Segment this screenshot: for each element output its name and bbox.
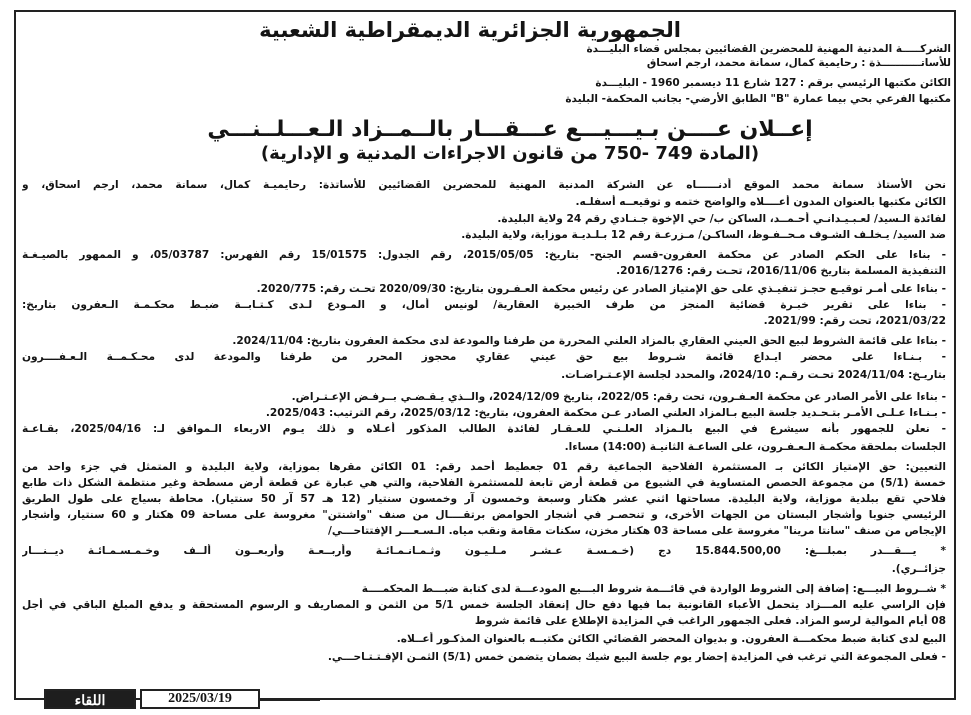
footer-label: اللقاء [44,689,136,709]
body-line: - بناءا على الحكم الصادر عن محكمة العفرون-قسم الجنح- بتاريخ: 2015/05/05، رقم الجدول: 15/01575 رقم الفهرس: 05/03787، و الممهور بالصيـغـة [22,249,946,261]
body-line: 08 أيام الموالية لرسو المزاد. فعلى الجمهور الراغب في المزايدة الإطلاع على قائمة شروط [474,615,946,627]
body-line: ضد السيد/ يـخلـف الشـوف مـحــفـوظ، الساكـن/ مـزرعـة رقم 12 بـلـديـة موزاية، ولاية البليدة. [461,229,946,241]
body-line: خمسة (5/1) من مجموعة الحصص المتساوية في الشيوع من قطعة أرض تابعة للمستثمرة الفلاحية، والتي هي عبارة عن قطعة أرض مسطحة وغير منتظمة الشكل ذات طابع [22,477,946,489]
body-line: 2021/03/22، تحت رقم: 2021/99. [763,315,946,327]
body-line: - بـنـاءا على محضر ايـداع قائمة شـروط بيع حق عيني عقاري محجوز المحرر من طرفنا والمودعة لدى محـكـمــة الـعـفــــرون [22,351,946,363]
body-line: - نعلن للجمهور بأنه سيشرع في البيع بالـمزاد العلـنـي للعـقـار لفائدة الطالب المذكور أعـلاه و ذلك يـوم الاربعاء الـموافق لـ: 2025/04/16، بقـاعـة [22,423,946,435]
body-line: فلاحي تقع ببلدية موزاية، ولاية البليدة. مساحتها اثني عشر هكتار وسبعة وخمسون آر وخمسون سنتيار (12 هـ 57 آر 50 سنتيار). محاطة بسياج على طول الطريق [22,493,946,505]
body-line: البيع لدى كتابة ضبط محكمـــة العفرون. و بديوان المحضر القضائي الكائن مكتبــه بالعنوان المذكـور أعــلاه. [396,633,946,645]
body-line: نحن الأستاذ سمانة محمد الموقع أدنــــــاه عن الشركة المدنية المهنية للمحضرين القضائيين للأساتذة: رحايميـة كمال، سمانة محمد، ارجم اسحاق، و [22,179,946,191]
notice-title: إعــلان عــــن بـيـــيـــع عـــقـــار بالــمــزاد الـعـــلــنـــي [207,118,813,142]
body-line: - بناءا على تقرير خبـرة قضائية المنجز من طرف الخبيرة العقارية/ لونيس أمال، و المـودع لـدى كـتـابــة ضبـط محكـمـة الـعفرون بتاريخ: [22,299,946,311]
header-line-company: الشركـــــة المدنية المهنية للمحضرين القضائيين بمجلس قضاء البليـــدة [586,43,951,55]
body-line: لفائدة الـسيد/ لعـبـيـدانـي أحـمــد، الساكن ب/ حي الإخوة جـنـادي رقم 24 ولاية البليدة. [497,213,946,225]
body-line: الرئيسي جنوبا وأشجار البستان من الجهات الأخرى، و تنحصـر في أشجار الحوامض برتقــــال من صنف "واشنتن" مغروسة على مساحة 09 هكتار و 60 سنتيار، وأشجار [22,509,946,521]
body-line: الكائن مكتبها بالعنوان المدون أعــــلاه والواضح ختمه و توقيعــه أسفلـه. [575,196,946,208]
header-title: الجمهورية الجزائرية الديمقراطية الشعبية [259,18,681,42]
body-line: جزائــري). [891,563,946,575]
body-line: بتاريـخ: 2024/11/04 تحـت رقـم: 2024/10، والمحدد لجلسة الإعـتـراضـات. [561,369,946,381]
body-line: التنفيذية المسلمة بتاريخ 2016/11/06، تحـت رقم: 2016/1276. [616,265,946,277]
header-line-main-office: الكائن مكتبها الرئيسي برقم : 127 شارع 11 ديسمبر 1960 - البليـــدة [595,77,951,89]
body-line: - بناءا على قائمة الشروط لبيع الحق العيني العقاري بالمزاد العلني المحررة من طرفنا والمودعة لدى محكمة العفرون بتاريخ: 2024/11/04. [232,335,946,347]
footer-date: 2025/03/19 [140,689,260,709]
body-line: الإيجاص من صنف "سانتا مرينا" مغروسة على مساحة 03 هكتار مخزن، سكنات مقامة ونقب مياه. الـسـعـــر الإفتتاحـــي/ [328,525,946,537]
header-line-bailiffs: للأساتـــــــــــذة : رحايمية كمال، سمانة محمد، ارجم اسحاق [646,57,951,69]
body-line: * شــروط البيـــع: إضافة إلى الشروط الواردة في قائـــمة شروط البـــيع المودعـــة لدى كتابة ضبـــط المحكمــــة [361,583,946,595]
body-line: - بناءا على الأمر الصادر عن محكمة العـفـرون، تحت رقم: 2022/05، بتاريخ 2024/12/09، والــذي يـقـضـي بــرفـض الإعـتـراض. [291,391,946,403]
body-line: التعيين: حق الإمتياز الكائن بـ المستثمرة الفلاحية الجماعية رقم 01 جعطيط أحمد رقم: 01 الكائن مقرها بموزاية، ولاية البليدة و المتمثل في جزء واحد من [22,461,946,473]
body-line: فإن الراسي عليه المـــزاد يتحمل الأعباء القانونية بما فيها دفع حال إنعقاد الجلسة خمس 5/1 من الثمن و المصاريف و الرسوم المستحقة و يدفع المبلغ الباقي في أجل [22,599,946,611]
body-line: - فعلى المجموعة التي ترغب في المزايدة إحضار يوم جلسة البيع شيك بضمان يتضمن خمس (5/1) الثمـن الإفـتـتـاحـــي. [327,651,946,663]
body-line: - بـنـاءا عـلـى الأمـر بتـحـديد جلسة البيع بـالمزاد العلني الصادر عـن محكمة العفرون، بتاريخ: 2025/03/12، رقم الترتيب: 2025/043. [265,407,946,419]
notice-subtitle: (المادة 749 -750 من قانون الاجراءات المدنية و الإدارية) [260,143,760,164]
body-line: * يـــقـــدر بمبلـــغ: 15.844.500,00 دج (خـمـسـة عـشـر مـلـيـون وثـمـانـمـائـة وأربــعـة وأربعــون ألــف وخـمـسـمـائـة ديــنـــار [22,545,946,557]
body-line: - بناءا على أمـر توقيـع حجـز تنفيـذي على حق الإمتياز الصادر عن رئيس محكمة العـفـرون بتاريخ: 2020/09/30 تحـت رقم: 2020/775. [256,283,946,295]
header-line-branch-office: مكتبها الفرعي بحي بيما عمارة "B" الطابق الأرضي- بجانب المحكمة- البليدة [565,93,951,105]
footer-divider [260,698,320,701]
body-line: الجلسات بملحقة محكمـة الـعـفـرون، على الساعـة الثانيـة (14:00) مساءا. [564,441,946,453]
